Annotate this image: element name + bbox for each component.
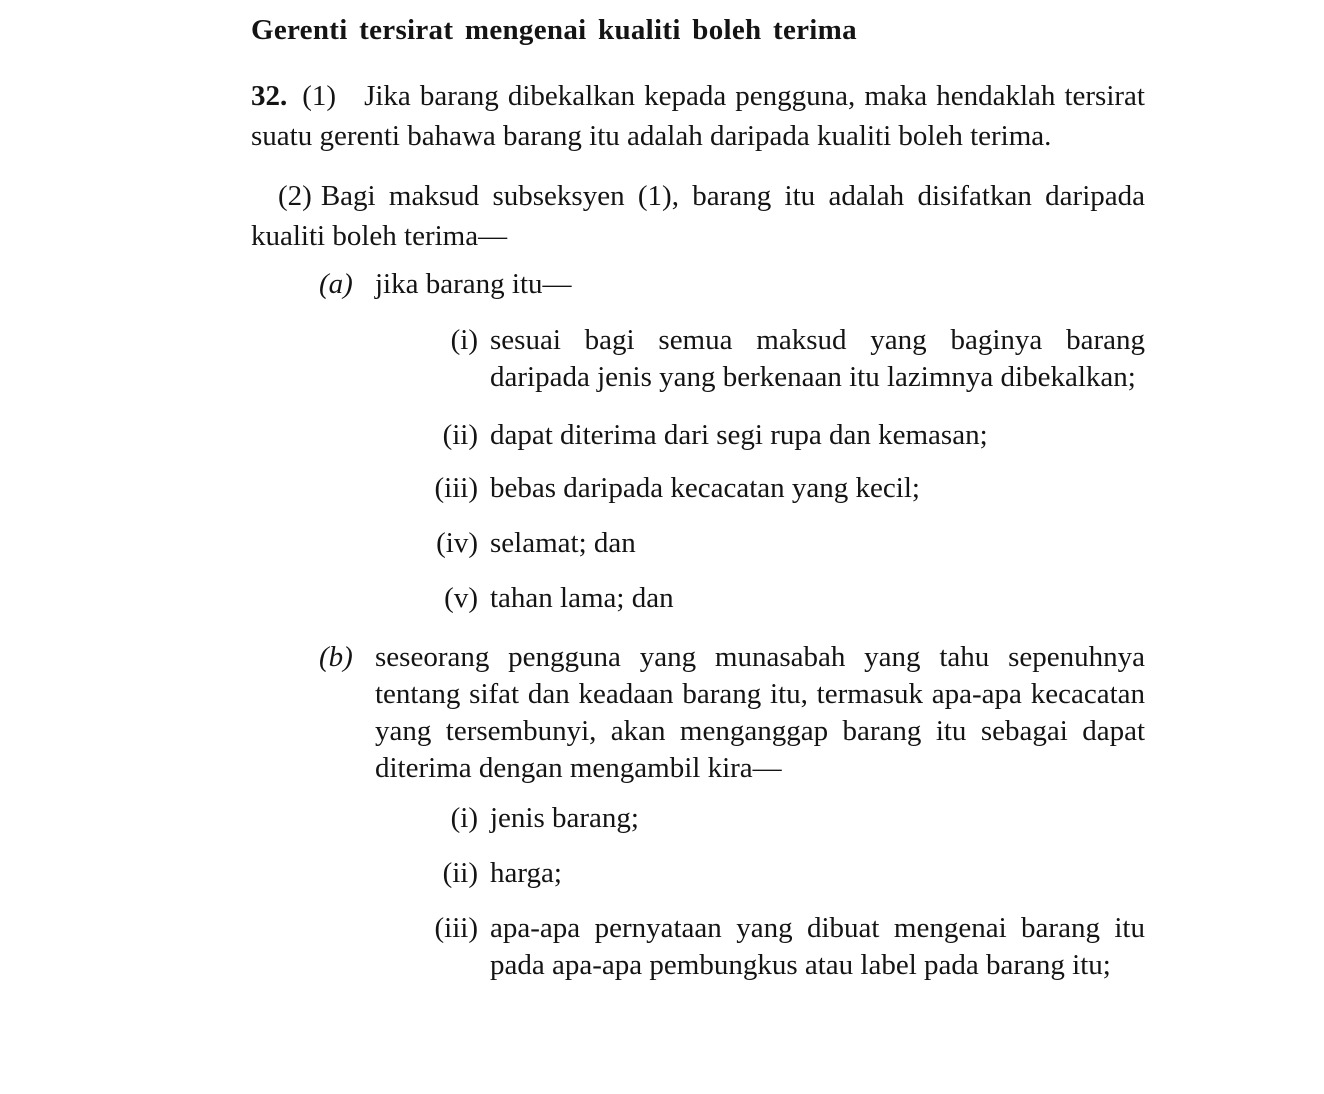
clause-a-subclause-v-marker: (v) [444,582,478,614]
clause-a-subclause-ii-marker: (ii) [442,419,478,451]
clause-a-subclause-ii [251,417,1145,454]
clause-a-subclause-iii [251,470,1145,507]
clause-b-text: seseorang pengguna yang munasabah yang tahu sepenuhnya tentang sifat dan keadaan barang itu, termasuk apa-apa kecacatan yang tersembunyi, akan menganggap barang itu sebagai dapat diterima dengan mengambil kira— [375,641,1145,784]
clause-a-subclause-v [251,580,1145,617]
subsection-2-marker: (2) [278,180,312,212]
clause-a-subclause-i-text: sesuai bagi semua maksud yang baginya barang daripada jenis yang berkenaan itu lazimnya dibekalkan; [490,324,1145,393]
section-heading: Gerenti tersirat mengenai kualiti boleh terima [251,14,857,46]
clause-a-subclause-iii-marker: (iii) [434,472,478,504]
clause-b-subclause-iii [251,910,1145,984]
clause-b-subclause-iii-text: apa-apa pernyataan yang dibuat mengenai barang itu pada apa-apa pembungkus atau label pada barang itu; [490,912,1145,981]
subsection-2-text: Bagi maksud subseksyen (1), barang itu adalah disifatkan daripada kualiti boleh terima— [251,180,1145,252]
clause-a [251,266,1145,303]
subsection-1-marker: (1) [302,80,337,112]
clause-b-subclause-ii-text: harga; [490,857,562,889]
clause-b-subclause-iii-marker: (iii) [434,912,478,944]
subsection-1-text: Jika barang dibekalkan kepada pengguna, maka hendaklah tersirat suatu gerenti bahawa barang itu adalah daripada kualiti boleh terima. [251,80,1145,152]
clause-a-subclause-iv-text: selamat; dan [490,527,636,559]
clause-b-subclause-i-text: jenis barang; [490,802,639,834]
clause-a-text: jika barang itu— [375,268,572,300]
section-number: 32. [251,80,288,112]
clause-a-subclause-iv-marker: (iv) [436,527,478,559]
clause-b-marker: (b) [319,641,353,673]
clause-b-subclause-i-marker: (i) [450,802,478,834]
clause-a-subclause-ii-text: dapat diterima dari segi rupa dan kemasan; [490,419,988,451]
clause-a-subclause-iii-text: bebas daripada kecacatan yang kecil; [490,472,920,504]
clause-b-subclause-i [251,800,1145,837]
clause-a-subclause-iv [251,525,1145,562]
clause-a-subclause-i-marker: (i) [450,324,478,356]
clause-a-marker: (a) [319,268,353,300]
clause-b [251,639,1145,787]
clause-b-subclause-ii [251,855,1145,892]
subsection-1-paragraph [251,76,1145,156]
clause-a-subclause-v-text: tahan lama; dan [490,582,674,614]
clause-a-subclause-i [251,322,1145,396]
subsection-2-paragraph [251,176,1145,256]
clause-b-subclause-ii-marker: (ii) [442,857,478,889]
